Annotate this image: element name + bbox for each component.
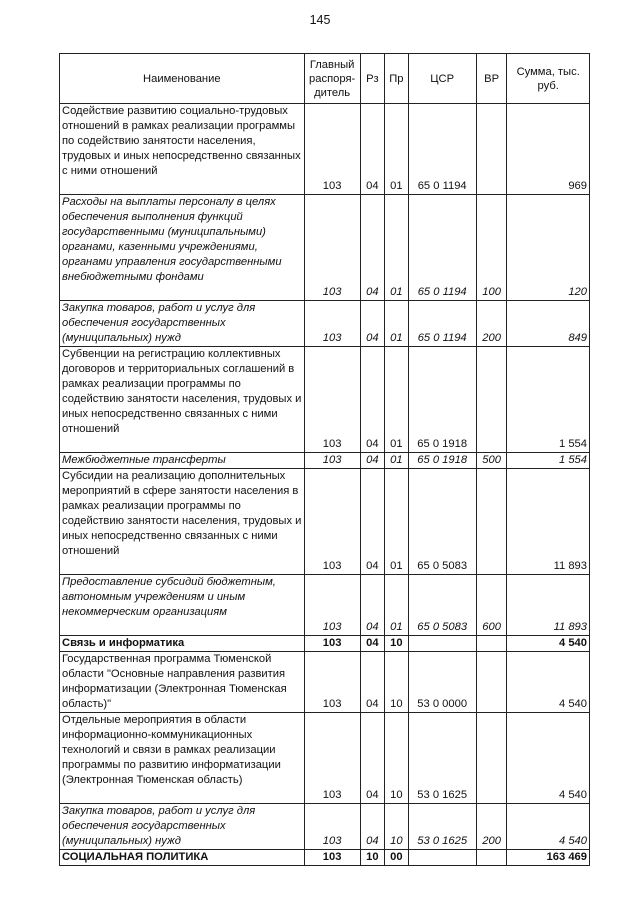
row-sum: 4 540 [507, 713, 590, 804]
row-rz: 10 [360, 850, 384, 866]
row-sum: 11 893 [507, 575, 590, 636]
row-vr [476, 104, 507, 195]
row-rz: 04 [360, 636, 384, 652]
row-csr: 53 0 1625 [408, 804, 476, 850]
row-glava: 103 [304, 195, 360, 301]
row-pr: 01 [385, 301, 408, 347]
row-csr: 65 0 5083 [408, 469, 476, 575]
row-rz: 04 [360, 453, 384, 469]
row-vr [476, 469, 507, 575]
row-name: СОЦИАЛЬНАЯ ПОЛИТИКА [60, 850, 305, 866]
row-name: Расходы на выплаты персоналу в целях обеспечения выполнения функций государственными (муниципальными) органами, казенными учреждениями, органами управления государственными внебюджетными фондами [60, 195, 305, 301]
table-row [60, 850, 590, 866]
row-vr [476, 850, 507, 866]
table-row [60, 195, 590, 301]
row-rz: 04 [360, 652, 384, 713]
row-glava: 103 [304, 104, 360, 195]
table-row [60, 713, 590, 804]
row-glava: 103 [304, 301, 360, 347]
row-rz: 04 [360, 104, 384, 195]
row-vr [476, 347, 507, 453]
row-sum: 4 540 [507, 652, 590, 713]
row-name: Предоставление субсидий бюджетным, автономным учреждениям и иным некоммерческим организациям [60, 575, 305, 636]
row-sum: 969 [507, 104, 590, 195]
row-pr: 01 [385, 195, 408, 301]
row-name: Связь и информатика [60, 636, 305, 652]
row-name: Государственная программа Тюменской области "Основные направления развития информатизации (Электронная Тюменская область)" [60, 652, 305, 713]
table-row [60, 104, 590, 195]
row-glava: 103 [304, 652, 360, 713]
header-sum: Сумма, тыс. руб. [507, 54, 590, 104]
page-number: 145 [309, 13, 331, 27]
table-row [60, 575, 590, 636]
row-glava: 103 [304, 713, 360, 804]
row-glava: 103 [304, 575, 360, 636]
row-rz: 04 [360, 713, 384, 804]
row-rz: 04 [360, 804, 384, 850]
row-vr [476, 636, 507, 652]
header-rz: Рз [360, 54, 384, 104]
row-pr: 01 [385, 469, 408, 575]
row-vr [476, 652, 507, 713]
table-row [60, 636, 590, 652]
row-vr: 500 [476, 453, 507, 469]
row-sum: 120 [507, 195, 590, 301]
row-name: Отдельные мероприятия в области информационно-коммуникационных технологий и связи в рамках реализации программы по развитию информатизации (Электронная Тюменская область) [60, 713, 305, 804]
table-header-row [60, 54, 590, 104]
row-sum: 4 540 [507, 636, 590, 652]
row-sum: 11 893 [507, 469, 590, 575]
table-row [60, 469, 590, 575]
row-pr: 00 [385, 850, 408, 866]
table-row [60, 804, 590, 850]
header-glava: Главный распоря-дитель [304, 54, 360, 104]
row-glava: 103 [304, 469, 360, 575]
row-name: Закупка товаров, работ и услуг для обеспечения государственных (муниципальных) нужд [60, 804, 305, 850]
row-csr: 53 0 1625 [408, 713, 476, 804]
row-csr: 65 0 5083 [408, 575, 476, 636]
row-pr: 10 [385, 652, 408, 713]
row-sum: 849 [507, 301, 590, 347]
header-vr: ВР [476, 54, 507, 104]
row-vr [476, 713, 507, 804]
row-name: Содействие развитию социально-трудовых отношений в рамках реализации программы по содействию занятости населения, трудовых и иных непосредственно связанных с ними отношений [60, 104, 305, 195]
row-glava: 103 [304, 850, 360, 866]
row-glava: 103 [304, 804, 360, 850]
row-pr: 01 [385, 453, 408, 469]
row-rz: 04 [360, 195, 384, 301]
row-rz: 04 [360, 575, 384, 636]
row-pr: 01 [385, 104, 408, 195]
row-name: Субвенции на регистрацию коллективных договоров и территориальных соглашений в рамках реализации программы по содействию занятости населения, трудовых и иных непосредственно связанных с ними отношений [60, 347, 305, 453]
row-pr: 10 [385, 804, 408, 850]
row-pr: 10 [385, 713, 408, 804]
row-csr: 65 0 1194 [408, 195, 476, 301]
header-name: Наименование [60, 54, 305, 104]
table-row [60, 453, 590, 469]
table-row [60, 347, 590, 453]
header-pr: Пр [385, 54, 408, 104]
row-csr: 65 0 1194 [408, 301, 476, 347]
row-sum: 163 469 [507, 850, 590, 866]
row-sum: 4 540 [507, 804, 590, 850]
row-csr [408, 636, 476, 652]
budget-table [59, 53, 590, 866]
header-csr: ЦСР [408, 54, 476, 104]
row-glava: 103 [304, 453, 360, 469]
row-sum: 1 554 [507, 347, 590, 453]
row-csr: 65 0 1918 [408, 347, 476, 453]
row-pr: 01 [385, 347, 408, 453]
row-pr: 01 [385, 575, 408, 636]
row-name: Субсидии на реализацию дополнительных мероприятий в сфере занятости населения в рамках реализации программы по содействию занятости населения, трудовых и иных непосредственно связанных с ними отношений [60, 469, 305, 575]
row-glava: 103 [304, 347, 360, 453]
row-rz: 04 [360, 347, 384, 453]
row-sum: 1 554 [507, 453, 590, 469]
row-vr: 200 [476, 804, 507, 850]
row-rz: 04 [360, 469, 384, 575]
row-vr: 200 [476, 301, 507, 347]
row-glava: 103 [304, 636, 360, 652]
row-rz: 04 [360, 301, 384, 347]
row-csr: 65 0 1194 [408, 104, 476, 195]
row-csr: 65 0 1918 [408, 453, 476, 469]
row-csr: 53 0 0000 [408, 652, 476, 713]
table-row [60, 652, 590, 713]
row-vr: 100 [476, 195, 507, 301]
row-name: Закупка товаров, работ и услуг для обеспечения государственных (муниципальных) нужд [60, 301, 305, 347]
table-row [60, 301, 590, 347]
row-csr [408, 850, 476, 866]
row-name: Межбюджетные трансферты [60, 453, 305, 469]
row-vr: 600 [476, 575, 507, 636]
row-pr: 10 [385, 636, 408, 652]
